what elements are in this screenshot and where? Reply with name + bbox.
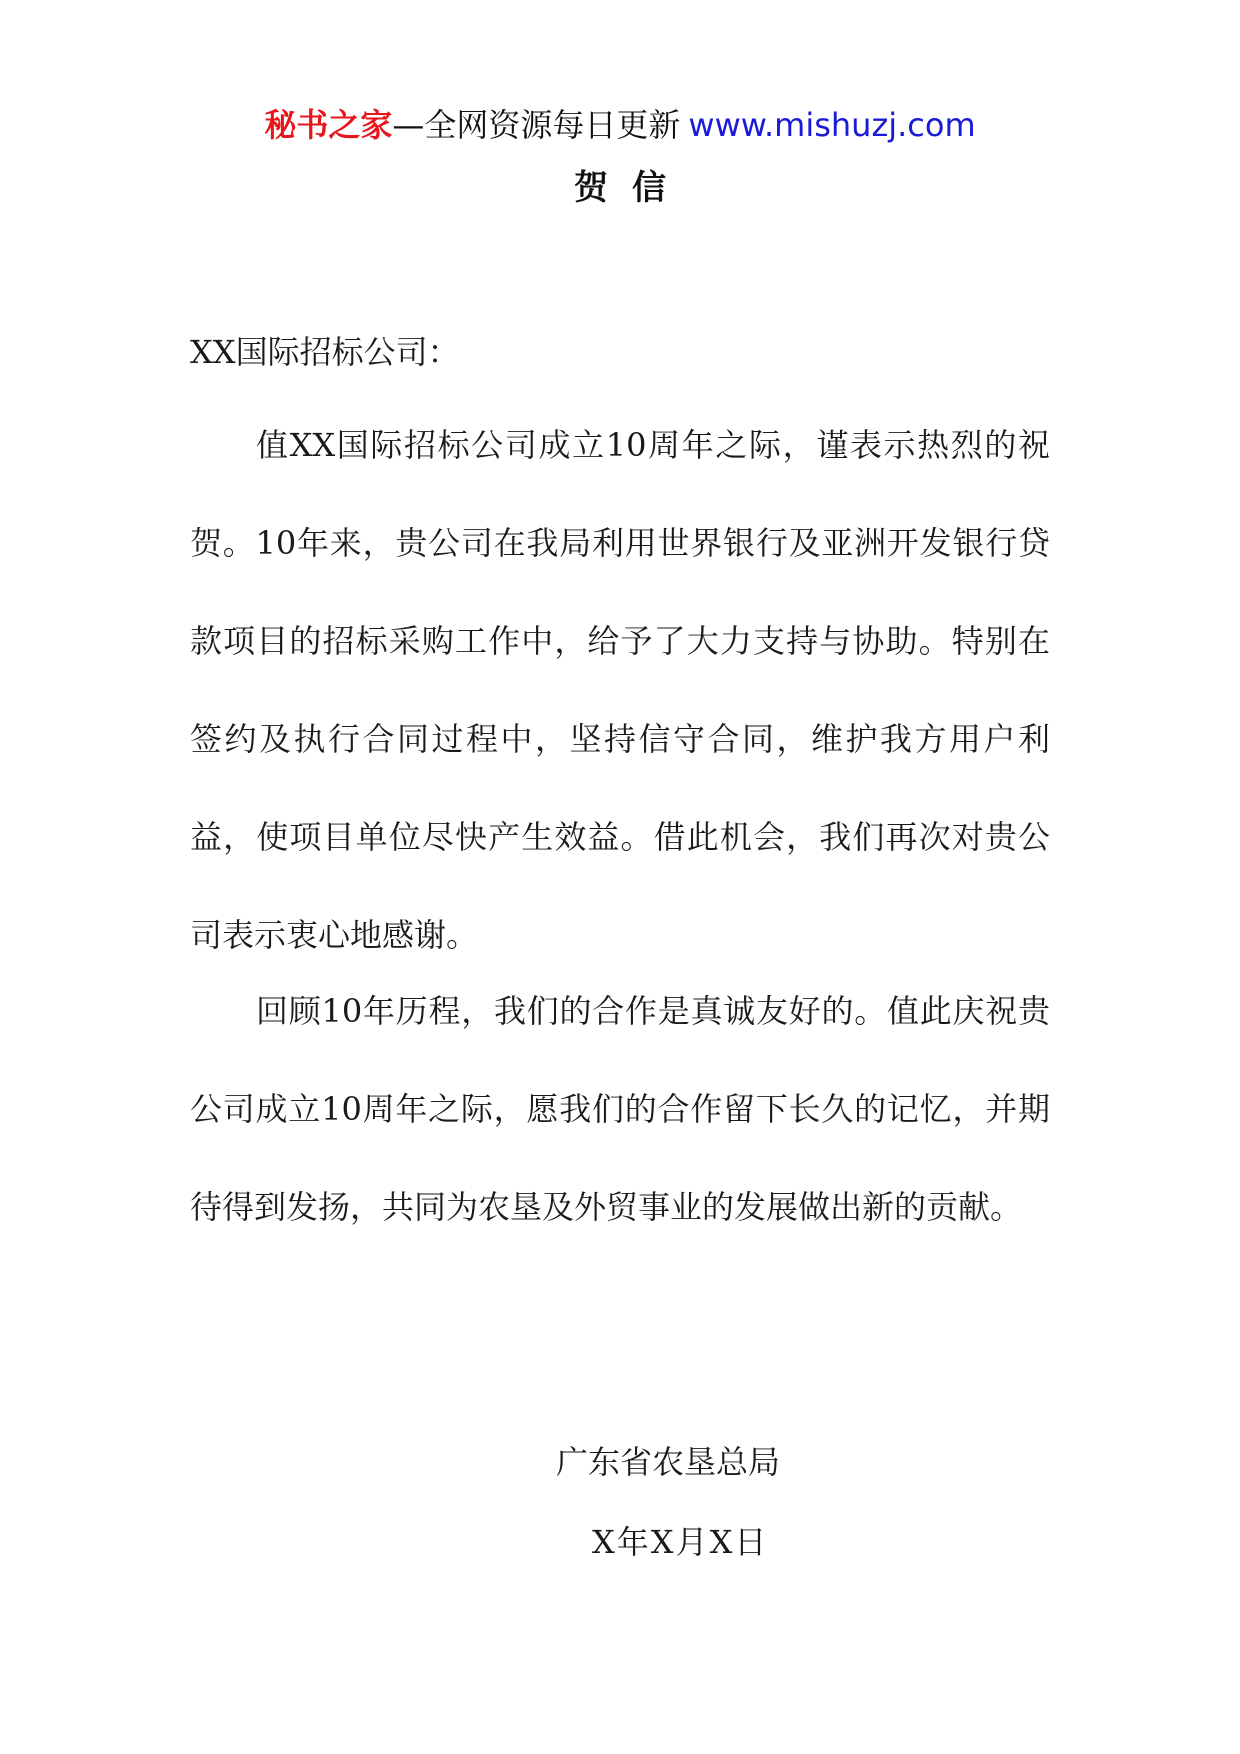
letter-salutation: XX国际招标公司： [190, 333, 460, 371]
letter-paragraph-1: 值XX国际招标公司成立10周年之际，谨表示热烈的祝贺。10年来，贵公司在我局利用世界银行及亚洲开发银行贷款项目的招标采购工作中，给予了大力支持与协助。特别在签约及执行合同过程中，坚持信守合同，维护我方用户利益，使项目单位尽快产生效益。借此机会，我们再次对贵公司表示衷心地感谢。 [190, 426, 1050, 954]
signature-date: X年X月X日 [592, 1523, 769, 1561]
site-url-link[interactable]: www.mishuzj.com [688, 106, 976, 144]
letter-title: 贺信 [574, 168, 690, 208]
letter-paragraph-2: 回顾10年历程，我们的合作是真诚友好的。值此庆祝贵公司成立10周年之际，愿我们的合作留下长久的记忆，并期待得到发扬，共同为农垦及外贸事业的发展做出新的贡献。 [190, 992, 1050, 1226]
site-brand: 秘书之家 [264, 106, 393, 144]
site-slogan: —全网资源每日更新 [392, 106, 681, 144]
site-header [0, 98, 1240, 152]
signature-organization: 广东省农垦总局 [556, 1443, 781, 1481]
